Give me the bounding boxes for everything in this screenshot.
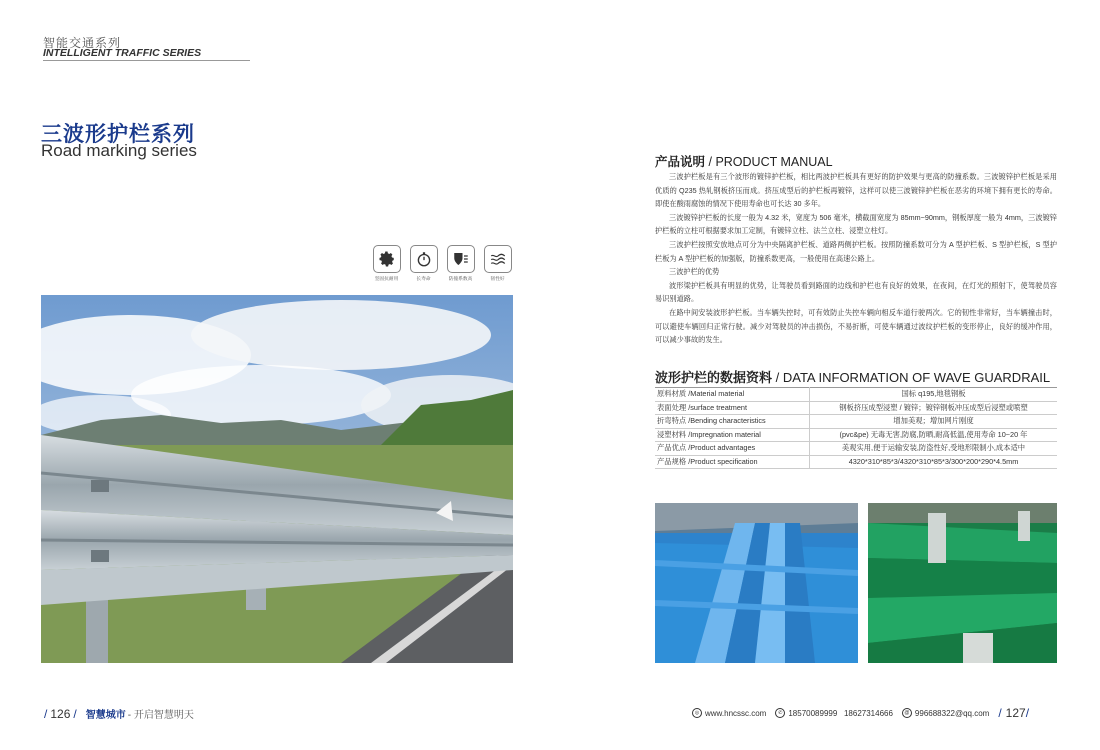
wave-icon <box>489 250 507 268</box>
page-title-en: Road marking series <box>41 141 197 160</box>
feature-icons <box>372 245 512 282</box>
spec-value: 美观实用,便于运输安装,防盗性好,受地形限制小,成本适中 <box>810 442 1058 456</box>
footer-left: / 126 / 智慧城市 - 开启智慧明天 <box>44 706 194 721</box>
table-row <box>655 442 1057 456</box>
table-row <box>655 388 1057 402</box>
manual-heading <box>655 152 833 170</box>
series-title-cn: 智能交通系列 <box>43 36 122 50</box>
footer-email[interactable] <box>902 708 989 718</box>
website-text: www.hncssc.com <box>705 708 767 718</box>
table-row <box>655 415 1057 429</box>
gear-icon <box>378 250 396 268</box>
manual-paragraph: 三波护栏按照安放地点可分为中央隔离护栏板、道路两侧护栏板。按照防撞系数可分为 A 型护栏板、S 型护栏板，S 型护栏板为 A 型护栏板的加强版，防撞系数更高，一般使用在高速公路上。 <box>655 239 1057 263</box>
table-row <box>655 455 1057 469</box>
guardrail-photo <box>41 295 513 663</box>
spec-key: 浸塑材料 /Impregnation material <box>655 428 810 442</box>
feature-label: 防撞系数高 <box>448 276 473 282</box>
data-heading-cn: 波形护栏的数据资料 <box>655 370 773 385</box>
spec-value: 4320*310*85*3/4320*310*85*3/300*200*290*4.5mm <box>810 455 1058 469</box>
footer-brand: 智慧城市 <box>85 710 126 721</box>
footer-website[interactable] <box>692 708 766 718</box>
manual-subheading: 三波护栏的优势 <box>669 267 720 277</box>
green-guardrail-photo <box>868 503 1057 663</box>
manual-paragraph: 三波护栏板是有三个波形的镀锌护栏板，相比两波护栏板具有更好的防护效果与更高的防撞系数。三波镀锌护栏板是采用优质的 Q235 热轧钢板挤压而成。挤压成型后的护栏板再镀锌，这样可以使三波镀锌护栏板在恶劣的环境下拥有更长的寿命。即使在酸雨腐蚀的情况下使用寿命也可长达 30 多年。 <box>655 172 1057 209</box>
header-divider <box>43 60 250 61</box>
phone-text: 18570089999 18627314666 <box>788 708 893 718</box>
feature-label: 坚固抗耐用 <box>374 276 399 282</box>
phone-icon: ✆ <box>775 708 785 718</box>
footer-phone <box>775 708 893 718</box>
manual-text <box>655 170 1057 347</box>
email-text: 996688322@qq.com <box>914 708 990 718</box>
feature-label: 韧性好 <box>490 276 505 282</box>
manual-paragraph: 波形梁护栏板具有明显的优势，让驾驶员看到路面的边线和护栏也有良好的效果，在夜间，在灯光的照射下，使驾驶员容易识别道路。 <box>655 280 1057 304</box>
feature-impact <box>446 245 475 282</box>
spec-key: 原料材质 /Material material <box>655 388 810 402</box>
page-number-right: 127 <box>1005 706 1026 720</box>
spec-value: 增加美观；增加网片刚度 <box>810 415 1058 429</box>
page-title-cn: 三波形护栏系列 <box>41 123 195 146</box>
page-number-left: 126 <box>50 706 71 721</box>
feature-label: 长寿命 <box>416 276 431 282</box>
spec-table <box>655 387 1057 469</box>
manual-paragraph: 在路中间安装波形护栏板。当车辆失控时，可有效防止失控车辆向相反车道行驶两次。它的韧性非常好，当车辆撞击时，可以避使车辆回归正常行驶。减少对驾驶员的冲击损伤，不易折断，可使车辆通过波纹护栏板的变形停止，良好的缓冲作用，可以减少事故的发生。 <box>655 307 1057 345</box>
spec-key: 折弯特点 /Bending characteristics <box>655 415 810 429</box>
email-icon: @ <box>902 708 912 718</box>
globe-icon: ◎ <box>692 708 702 718</box>
spec-value: 钢板挤压成型浸塑 / 镀锌；镀锌钢板冲压成型后浸塑或喷塑 <box>810 401 1058 415</box>
spec-key: 产品优点 /Product advantages <box>655 442 810 456</box>
series-title-en: INTELLIGENT TRAFFIC SERIES <box>43 47 202 59</box>
spec-value: (pvc&pe) 无毒无害,防腐,防晒,耐高低温,使用寿命 10~20 年 <box>810 428 1058 442</box>
feature-durable <box>372 245 401 282</box>
shield-icon <box>452 250 470 268</box>
spec-value: 国标 q195,地毯钢板 <box>810 388 1058 402</box>
manual-heading-cn: 产品说明 <box>655 155 706 169</box>
footer-slogan: - 开启智慧明天 <box>127 710 194 721</box>
feature-toughness <box>483 245 512 282</box>
data-heading <box>655 367 1050 386</box>
data-heading-en: / DATA INFORMATION OF WAVE GUARDRAIL <box>775 370 1051 385</box>
feature-long-life <box>409 245 438 282</box>
blue-guardrail-photo <box>655 503 858 663</box>
table-row <box>655 428 1057 442</box>
manual-paragraph: 三波镀锌护栏板的长度一般为 4.32 米，宽度为 506 毫米，横截面宽度为 85mm~90mm，钢板厚度一般为 4mm，三波镀锌护栏板的立柱可根据要求加工定制，有镀锌立柱、法兰立柱、浸塑立柱灯。 <box>655 212 1057 236</box>
table-row <box>655 401 1057 415</box>
spec-key: 产品规格 /Product specification <box>655 455 810 469</box>
footer-right: ◎ www.hncssc.com ✆ 18570089999 18627314666 @ 996688322@qq.com / 127 / <box>692 706 1029 720</box>
manual-heading-en: / PRODUCT MANUAL <box>708 155 833 169</box>
spec-key: 表面处理 /surface treatment <box>655 401 810 415</box>
stopwatch-icon <box>415 250 433 268</box>
